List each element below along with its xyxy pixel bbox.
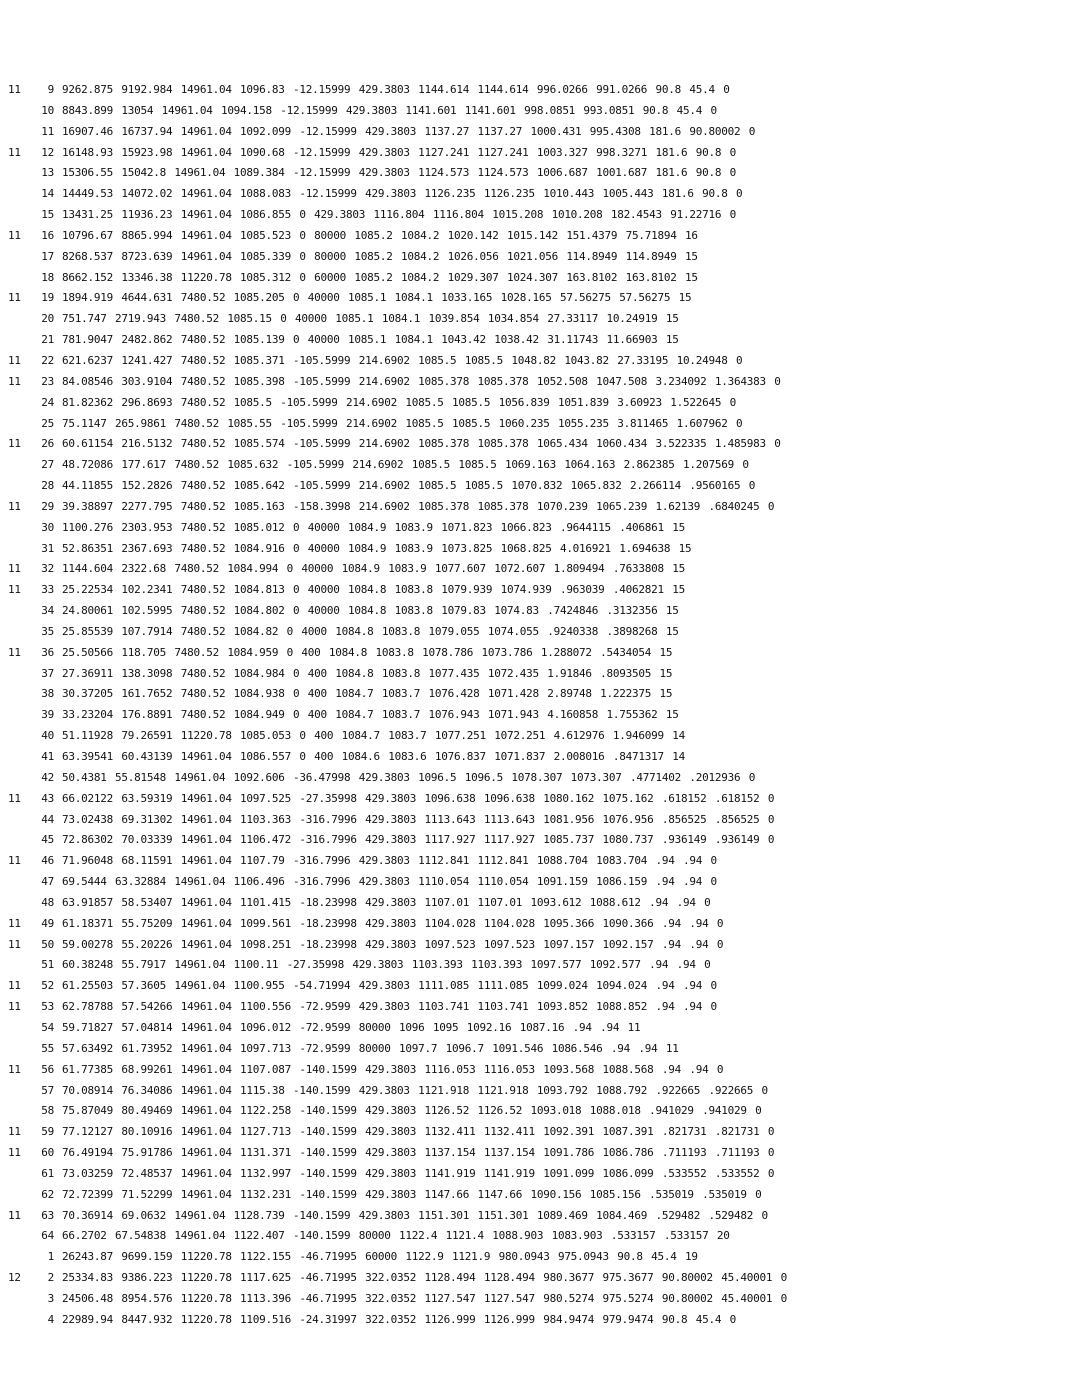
row-index: 55: [41, 1041, 54, 1055]
row-values: 61.25503 57.3605 14961.04 1100.955 -54.71994 429.3803 1111.085 1111.085 1099.024 1094.024 .94 .94 0: [62, 979, 717, 993]
row-group-marker: 11: [8, 1062, 21, 1076]
data-row: [8, 938, 1058, 959]
row-index: 27: [41, 458, 54, 472]
row-values: 25.50566 118.705 7480.52 1084.959 0 400 1084.8 1083.8 1078.786 1073.786 1.288072 .5434054 15: [62, 645, 673, 659]
data-row: [8, 562, 1058, 583]
row-index: 14: [41, 187, 54, 201]
row-values: 8843.899 13054 14961.04 1094.158 -12.15999 429.3803 1141.601 1141.601 998.0851 993.0851 90.8 45.4 0: [62, 103, 717, 117]
data-row: [8, 583, 1058, 604]
row-index: 38: [41, 687, 54, 701]
row-index: 15: [41, 208, 54, 222]
row-values: 751.747 2719.943 7480.52 1085.15 0 40000 1085.1 1084.1 1039.854 1034.854 27.33117 10.24919 15: [62, 312, 679, 326]
row-index: 54: [41, 1020, 54, 1034]
data-row: [8, 750, 1058, 771]
row-group-marker: 11: [8, 854, 21, 868]
row-values: 62.78788 57.54266 14961.04 1100.556 -72.9599 429.3803 1103.741 1103.741 1093.852 1088.852 .94 .94 0: [62, 1000, 717, 1014]
row-values: 1144.604 2322.68 7480.52 1084.994 0 40000 1084.9 1083.9 1077.607 1072.607 1.809494 .7633808 15: [62, 562, 686, 576]
row-values: 15306.55 15042.8 14961.04 1089.384 -12.15999 429.3803 1124.573 1124.573 1006.687 1001.687 181.6 90.8 0: [62, 166, 737, 180]
row-group-marker: 12: [8, 1271, 21, 1285]
row-values: 61.18371 55.75209 14961.04 1099.561 -18.23998 429.3803 1104.028 1104.028 1095.366 1090.366 .94 .94 0: [62, 916, 724, 930]
data-row: [8, 83, 1058, 104]
data-row: [8, 687, 1058, 708]
row-index: 28: [41, 479, 54, 493]
row-group-marker: 11: [8, 1125, 21, 1139]
data-row: [8, 1084, 1058, 1105]
data-row: [8, 813, 1058, 834]
row-group-marker: 11: [8, 1208, 21, 1222]
row-index: 13: [41, 166, 54, 180]
row-index: 25: [41, 416, 54, 430]
row-values: 27.36911 138.3098 7480.52 1084.984 0 400 1084.8 1083.8 1077.435 1072.435 1.91846 .8093505 15: [62, 666, 673, 680]
row-index: 32: [41, 562, 54, 576]
data-row: [8, 771, 1058, 792]
row-index: 41: [41, 750, 54, 763]
data-row: [8, 1042, 1058, 1063]
row-index: 64: [41, 1229, 54, 1243]
row-values: 1894.919 4644.631 7480.52 1085.205 0 40000 1085.1 1084.1 1033.165 1028.165 57.56275 57.56275 15: [62, 291, 692, 305]
row-group-marker: 11: [8, 145, 21, 159]
data-row: [8, 792, 1058, 813]
row-index: 26: [41, 437, 54, 451]
row-group-marker: 11: [8, 937, 21, 951]
row-index: 36: [41, 645, 54, 659]
data-row: [8, 333, 1058, 354]
row-index: 23: [41, 374, 54, 388]
row-values: 61.77385 68.99261 14961.04 1107.087 -140.1599 429.3803 1116.053 1116.053 1093.568 1088.568 .94 .94 0: [62, 1062, 724, 1076]
row-values: 30.37205 161.7652 7480.52 1084.938 0 400 1084.7 1083.7 1076.428 1071.428 2.89748 1.222375 15: [62, 687, 673, 701]
data-row: [8, 854, 1058, 875]
row-values: 84.08546 303.9104 7480.52 1085.398 -105.5999 214.6902 1085.378 1085.378 1052.508 1047.508 3.234092 1.364383 0: [62, 374, 781, 388]
row-index: 51: [41, 958, 54, 972]
row-index: 45: [41, 833, 54, 847]
row-group-marker: 11: [8, 499, 21, 513]
data-row: [8, 833, 1058, 854]
row-index: 2: [47, 1271, 54, 1285]
row-index: 43: [41, 791, 54, 805]
row-index: 58: [41, 1104, 54, 1118]
data-row: [8, 125, 1058, 146]
row-values: 48.72086 177.617 7480.52 1085.632 -105.5999 214.6902 1085.5 1085.5 1069.163 1064.163 2.862385 1.207569 0: [62, 458, 749, 472]
row-values: 13431.25 11936.23 14961.04 1086.855 0 429.3803 1116.804 1116.804 1015.208 1010.208 182.4543 91.22716 0: [62, 208, 737, 222]
row-index: 39: [41, 708, 54, 722]
row-values: 50.4381 55.81548 14961.04 1092.606 -36.47998 429.3803 1096.5 1096.5 1078.307 1073.307 .4771402 .2012936 0: [62, 770, 756, 784]
row-values: 24.80061 102.5995 7480.52 1084.802 0 40000 1084.8 1083.8 1079.83 1074.83 .7424846 .3132356 15: [62, 604, 679, 618]
row-values: 70.08914 76.34086 14961.04 1115.38 -140.1599 429.3803 1121.918 1121.918 1093.792 1088.792 .922665 .922665 0: [62, 1083, 768, 1097]
data-row: [8, 875, 1058, 896]
data-row: [8, 250, 1058, 271]
row-values: 16907.46 16737.94 14961.04 1092.099 -12.15999 429.3803 1137.27 1137.27 1000.431 995.4308 181.6 90.80002 0: [62, 124, 756, 138]
row-index: 44: [41, 812, 54, 826]
row-index: 24: [41, 395, 54, 409]
row-index: 40: [41, 729, 54, 743]
data-row: [8, 1021, 1058, 1042]
data-row: [8, 354, 1058, 375]
data-row: [8, 1000, 1058, 1021]
row-values: 10796.67 8865.994 14961.04 1085.523 0 80000 1085.2 1084.2 1020.142 1015.142 151.4379 75.71894 16: [62, 228, 698, 242]
data-row: [8, 521, 1058, 542]
row-index: 17: [41, 249, 54, 263]
row-values: 52.86351 2367.693 7480.52 1084.916 0 40000 1084.9 1083.9 1073.825 1068.825 4.016921 1.694638 15: [62, 541, 692, 555]
row-index: 37: [41, 666, 54, 680]
row-group-marker: 11: [8, 353, 21, 367]
row-group-marker: 11: [8, 583, 21, 597]
row-index: 57: [41, 1083, 54, 1097]
row-values: 44.11855 152.2826 7480.52 1085.642 -105.5999 214.6902 1085.5 1085.5 1070.832 1065.832 2.266114 .9560165 0: [62, 479, 756, 493]
data-row: [8, 312, 1058, 333]
row-values: 60.38248 55.7917 14961.04 1100.11 -27.35998 429.3803 1103.393 1103.393 1097.577 1092.577 .94 .94 0: [62, 958, 711, 972]
row-index: 49: [41, 916, 54, 930]
row-values: 66.2702 67.54838 14961.04 1122.407 -140.1599 80000 1122.4 1121.4 1088.903 1083.903 .533157 .533157 20: [62, 1229, 730, 1243]
row-index: 22: [41, 353, 54, 367]
row-index: 52: [41, 979, 54, 993]
data-row: [8, 542, 1058, 563]
data-row: [8, 1229, 1058, 1250]
data-row: [8, 291, 1058, 312]
row-group-marker: 11: [8, 562, 21, 576]
row-index: 48: [41, 895, 54, 909]
data-row: [8, 896, 1058, 917]
data-row: [8, 479, 1058, 500]
row-index: 21: [41, 333, 54, 347]
row-index: 46: [41, 854, 54, 868]
data-row: [8, 917, 1058, 938]
row-group-marker: 11: [8, 291, 21, 305]
row-group-marker: 11: [8, 916, 21, 930]
data-row: [8, 271, 1058, 292]
row-values: 75.1147 265.9861 7480.52 1085.55 -105.5999 214.6902 1085.5 1085.5 1060.235 1055.235 3.811465 1.607962 0: [62, 416, 743, 430]
row-index: 34: [41, 604, 54, 618]
row-values: 69.5444 63.32884 14961.04 1106.496 -316.7996 429.3803 1110.054 1110.054 1091.159 1086.159 .94 .94 0: [62, 875, 717, 889]
data-row: [8, 979, 1058, 1000]
row-group-marker: 11: [8, 979, 21, 993]
row-values: 60.61154 216.5132 7480.52 1085.574 -105.5999 214.6902 1085.378 1085.378 1065.434 1060.434 3.522335 1.485983 0: [62, 437, 781, 451]
row-values: 16148.93 15923.98 14961.04 1090.68 -12.15999 429.3803 1127.241 1127.241 1003.327 998.3271 181.6 90.8 0: [62, 145, 737, 159]
row-index: 42: [41, 770, 54, 784]
data-row: [8, 166, 1058, 187]
data-row: [8, 146, 1058, 167]
data-row: [8, 1250, 1058, 1271]
data-row: [8, 729, 1058, 750]
row-index: 50: [41, 937, 54, 951]
row-values: 77.12127 80.10916 14961.04 1127.713 -140.1599 429.3803 1132.411 1132.411 1092.391 1087.391 .821731 .821731 0: [62, 1125, 775, 1139]
row-values: 81.82362 296.8693 7480.52 1085.5 -105.5999 214.6902 1085.5 1085.5 1056.839 1051.839 3.60923 1.522645 0: [62, 395, 737, 409]
row-group-marker: 11: [8, 791, 21, 805]
row-values: 621.6237 1241.427 7480.52 1085.371 -105.5999 214.6902 1085.5 1085.5 1048.82 1043.82 27.33195 10.24948 0: [62, 353, 743, 367]
row-values: 1100.276 2303.953 7480.52 1085.012 0 40000 1084.9 1083.9 1071.823 1066.823 .9644115 .406861 15: [62, 520, 686, 534]
data-row: [8, 208, 1058, 229]
row-values: 71.96048 68.11591 14961.04 1107.79 -316.7996 429.3803 1112.841 1112.841 1088.704 1083.704 .94 .94 0: [62, 854, 717, 868]
data-row: [8, 229, 1058, 250]
row-index: 62: [41, 1187, 54, 1201]
row-values: 72.72399 71.52299 14961.04 1132.231 -140.1599 429.3803 1147.66 1147.66 1090.156 1085.156 .535019 .535019 0: [62, 1187, 762, 1201]
row-index: 12: [41, 145, 54, 159]
row-values: 24506.48 8954.576 11220.78 1113.396 -46.71995 322.0352 1127.547 1127.547 980.5274 975.5274 90.80002 45.40001 0: [62, 1291, 787, 1305]
row-index: 56: [41, 1062, 54, 1076]
row-group-marker: 11: [8, 645, 21, 659]
data-printout: [8, 83, 1058, 1334]
row-index: 61: [41, 1166, 54, 1180]
row-values: 33.23204 176.8891 7480.52 1084.949 0 400 1084.7 1083.7 1076.943 1071.943 4.160858 1.755362 15: [62, 708, 679, 722]
row-index: 18: [41, 270, 54, 284]
data-row: [8, 667, 1058, 688]
data-row: [8, 708, 1058, 729]
data-row: [8, 1125, 1058, 1146]
row-values: 72.86302 70.03339 14961.04 1106.472 -316.7996 429.3803 1117.927 1117.927 1085.737 1080.737 .936149 .936149 0: [62, 833, 775, 847]
row-values: 63.39541 60.43139 14961.04 1086.557 0 400 1084.6 1083.6 1076.837 1071.837 2.008016 .8471317 14: [62, 750, 686, 763]
data-row: [8, 1146, 1058, 1167]
row-group-marker: 11: [8, 437, 21, 451]
data-row: [8, 458, 1058, 479]
row-index: 31: [41, 541, 54, 555]
row-values: 8268.537 8723.639 14961.04 1085.339 0 80000 1085.2 1084.2 1026.056 1021.056 114.8949 114.8949 15: [62, 249, 698, 263]
row-values: 25.85539 107.7914 7480.52 1084.82 0 4000 1084.8 1083.8 1079.055 1074.055 .9240338 .3898268 15: [62, 624, 679, 638]
row-group-marker: 11: [8, 1000, 21, 1014]
row-values: 70.36914 69.0632 14961.04 1128.739 -140.1599 429.3803 1151.301 1151.301 1089.469 1084.469 .529482 .529482 0: [62, 1208, 768, 1222]
data-row: [8, 500, 1058, 521]
row-values: 25.22534 102.2341 7480.52 1084.813 0 40000 1084.8 1083.8 1079.939 1074.939 .963039 .4062821 15: [62, 583, 686, 597]
data-row: [8, 1271, 1058, 1292]
row-index: 10: [41, 103, 54, 117]
data-row: [8, 1167, 1058, 1188]
data-row: [8, 187, 1058, 208]
row-index: 53: [41, 1000, 54, 1014]
data-row: [8, 1292, 1058, 1313]
row-index: 19: [41, 291, 54, 305]
row-index: 47: [41, 875, 54, 889]
row-index: 59: [41, 1125, 54, 1139]
row-values: 22989.94 8447.932 11220.78 1109.516 -24.31997 322.0352 1126.999 1126.999 984.9474 979.9474 90.8 45.4 0: [62, 1312, 737, 1326]
row-values: 73.02438 69.31302 14961.04 1103.363 -316.7996 429.3803 1113.643 1113.643 1081.956 1076.956 .856525 .856525 0: [62, 812, 775, 826]
row-values: 63.91857 58.53407 14961.04 1101.415 -18.23998 429.3803 1107.01 1107.01 1093.612 1088.612 .94 .94 0: [62, 895, 711, 909]
row-values: 75.87049 80.49469 14961.04 1122.258 -140.1599 429.3803 1126.52 1126.52 1093.018 1088.018 .941029 .941029 0: [62, 1104, 762, 1118]
row-index: 16: [41, 228, 54, 242]
data-row: [8, 958, 1058, 979]
data-row: [8, 625, 1058, 646]
row-values: 57.63492 61.73952 14961.04 1097.713 -72.9599 80000 1097.7 1096.7 1091.546 1086.546 .94 .94 11: [62, 1041, 679, 1055]
data-row: [8, 646, 1058, 667]
row-index: 29: [41, 499, 54, 513]
row-index: 11: [41, 124, 54, 138]
data-row: [8, 104, 1058, 125]
data-row: [8, 417, 1058, 438]
row-values: 781.9047 2482.862 7480.52 1085.139 0 40000 1085.1 1084.1 1043.42 1038.42 31.11743 11.66903 15: [62, 333, 679, 347]
row-group-marker: 11: [8, 1146, 21, 1160]
row-values: 59.00278 55.20226 14961.04 1098.251 -18.23998 429.3803 1097.523 1097.523 1097.157 1092.157 .94 .94 0: [62, 937, 724, 951]
row-group-marker: 11: [8, 228, 21, 242]
row-index: 4: [47, 1312, 54, 1326]
row-values: 73.03259 72.48537 14961.04 1132.997 -140.1599 429.3803 1141.919 1141.919 1091.099 1086.099 .533552 .533552 0: [62, 1166, 775, 1180]
row-index: 60: [41, 1146, 54, 1160]
row-values: 66.02122 63.59319 14961.04 1097.525 -27.35998 429.3803 1096.638 1096.638 1080.162 1075.162 .618152 .618152 0: [62, 791, 775, 805]
data-row: [8, 1313, 1058, 1334]
row-index: 9: [47, 83, 54, 96]
data-row: [8, 1063, 1058, 1084]
row-index: 33: [41, 583, 54, 597]
data-row: [8, 1188, 1058, 1209]
row-index: 30: [41, 520, 54, 534]
row-index: 3: [47, 1291, 54, 1305]
row-group-marker: 11: [8, 374, 21, 388]
row-values: 25334.83 9386.223 11220.78 1117.625 -46.71995 322.0352 1128.494 1128.494 980.3677 975.3677 90.80002 45.40001 0: [62, 1271, 787, 1285]
row-values: 26243.87 9699.159 11220.78 1122.155 -46.71995 60000 1122.9 1121.9 980.0943 975.0943 90.8 45.4 19: [62, 1250, 698, 1264]
row-index: 63: [41, 1208, 54, 1222]
data-row: [8, 1209, 1058, 1230]
row-values: 76.49194 75.91786 14961.04 1131.371 -140.1599 429.3803 1137.154 1137.154 1091.786 1086.786 .711193 .711193 0: [62, 1146, 775, 1160]
data-row: [8, 1104, 1058, 1125]
row-values: 14449.53 14072.02 14961.04 1088.083 -12.15999 429.3803 1126.235 1126.235 1010.443 1005.443 181.6 90.8 0: [62, 187, 743, 201]
row-values: 8662.152 13346.38 11220.78 1085.312 0 60000 1085.2 1084.2 1029.307 1024.307 163.8102 163.8102 15: [62, 270, 698, 284]
data-row: [8, 375, 1058, 396]
row-index: 35: [41, 624, 54, 638]
row-values: 51.11928 79.26591 11220.78 1085.053 0 400 1084.7 1083.7 1077.251 1072.251 4.612976 1.946099 14: [62, 729, 686, 743]
row-group-marker: 11: [8, 83, 21, 96]
row-index: 20: [41, 312, 54, 326]
row-values: 39.38897 2277.795 7480.52 1085.163 -158.3998 214.6902 1085.378 1085.378 1070.239 1065.239 1.62139 .6840245 0: [62, 499, 775, 513]
data-row: [8, 437, 1058, 458]
data-row: [8, 604, 1058, 625]
row-values: 9262.875 9192.984 14961.04 1096.83 -12.15999 429.3803 1144.614 1144.614 996.0266 991.0266 90.8 45.4 0: [62, 83, 730, 96]
row-index: 1: [47, 1250, 54, 1264]
data-row: [8, 396, 1058, 417]
row-values: 59.71827 57.04814 14961.04 1096.012 -72.9599 80000 1096 1095 1092.16 1087.16 .94 .94 11: [62, 1020, 641, 1034]
